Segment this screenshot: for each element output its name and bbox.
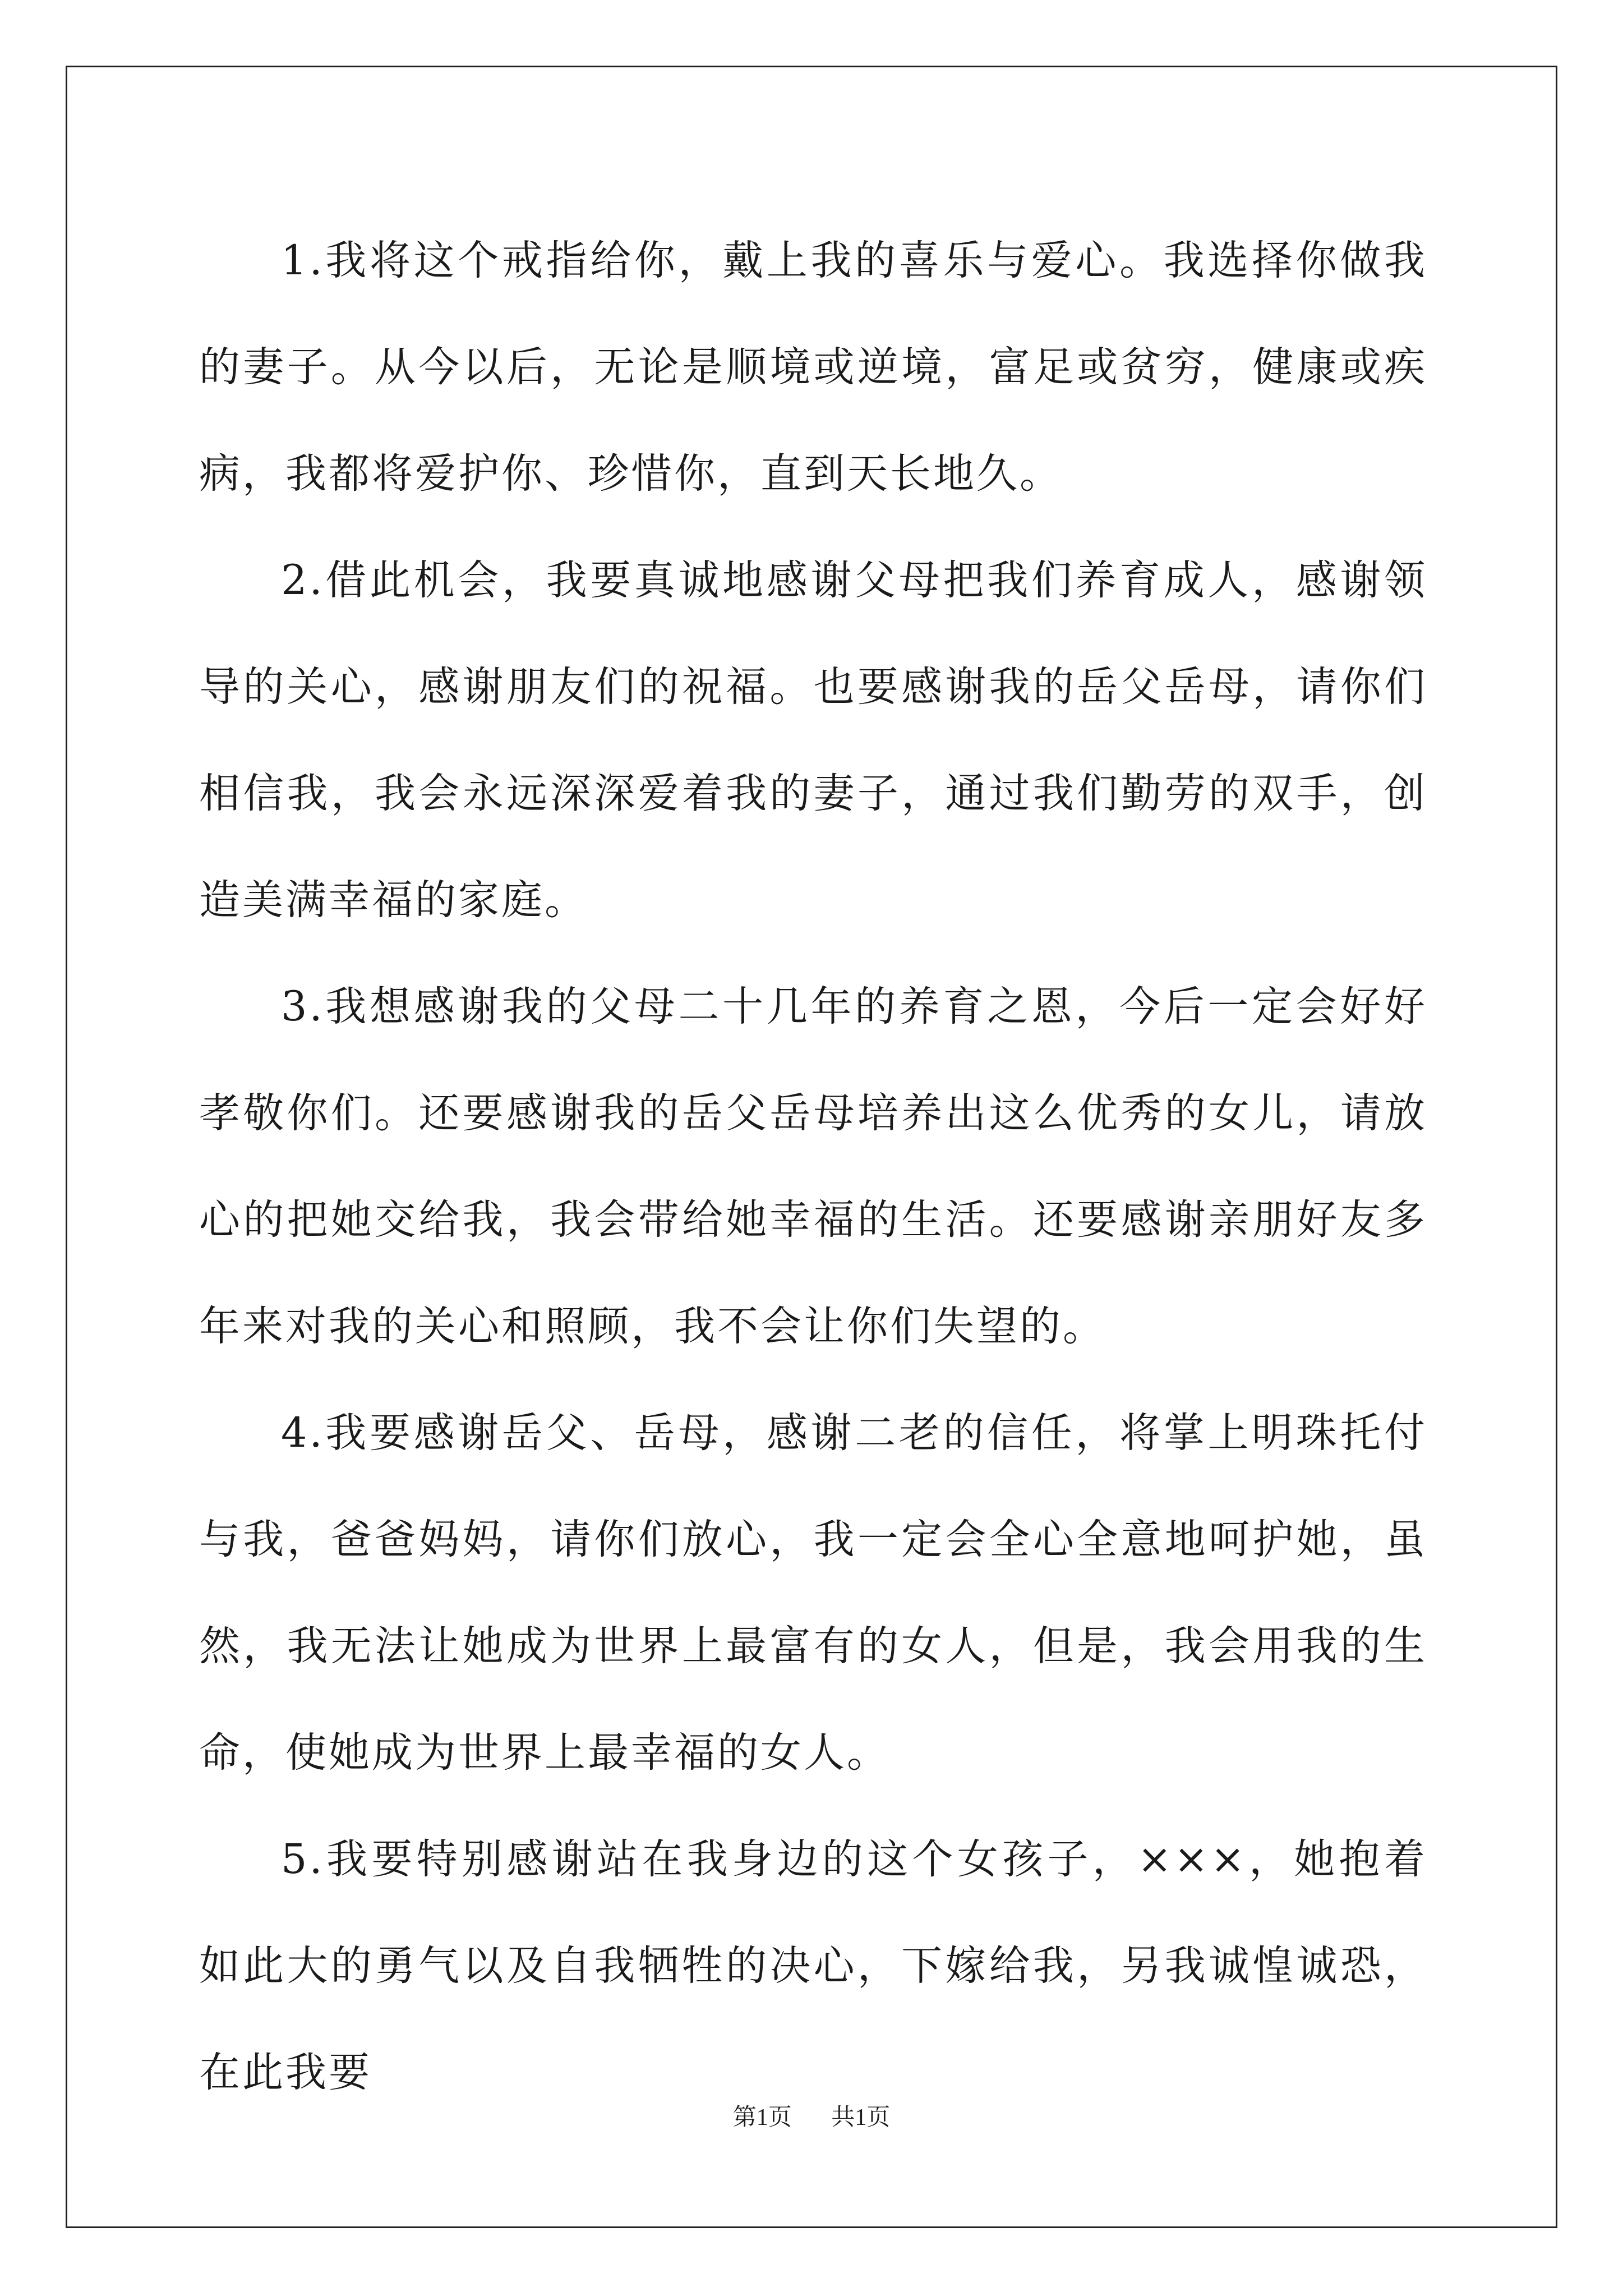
paragraph-1: 1.我将这个戒指给你，戴上我的喜乐与爱心。我选择你做我的妻子。从今以后，无论是顺境或逆境，富足或贫穷，健康或疾病，我都将爱护你、珍惜你，直到天长地久。 bbox=[199, 237, 1427, 498]
document-body bbox=[199, 208, 1427, 2126]
paragraph-2: 2.借此机会，我要真诚地感谢父母把我们养育成人，感谢领导的关心，感谢朋友们的祝福。也要感谢我的岳父岳母，请你们相信我，我会永远深深爱着我的妻子，通过我们勤劳的双手，创造美满幸福的家庭。 bbox=[199, 556, 1427, 924]
paragraph-5: 5.我要特别感谢站在我身边的这个女孩子，×××，她抱着如此大的勇气以及自我牺牲的决心，下嫁给我，另我诚惶诚恐，在此我要 bbox=[199, 1835, 1427, 2096]
paragraph-3: 3.我想感谢我的父母二十几年的养育之恩，今后一定会好好孝敬你们。还要感谢我的岳父岳母培养出这么优秀的女儿，请放心的把她交给我，我会带给她幸福的生活。还要感谢亲朋好友多年来对我的关心和照顾，我不会让你们失望的。 bbox=[199, 983, 1427, 1350]
paragraph-4: 4.我要感谢岳父、岳母，感谢二老的信任，将掌上明珠托付与我，爸爸妈妈，请你们放心，我一定会全心全意地呵护她，虽然，我无法让她成为世界上最富有的女人，但是，我会用我的生命，使她成为世界上最幸福的女人。 bbox=[199, 1409, 1427, 1777]
page-number: 第1页 bbox=[732, 2105, 792, 2131]
page-footer bbox=[0, 2101, 1623, 2134]
page-total: 共1页 bbox=[831, 2105, 891, 2131]
